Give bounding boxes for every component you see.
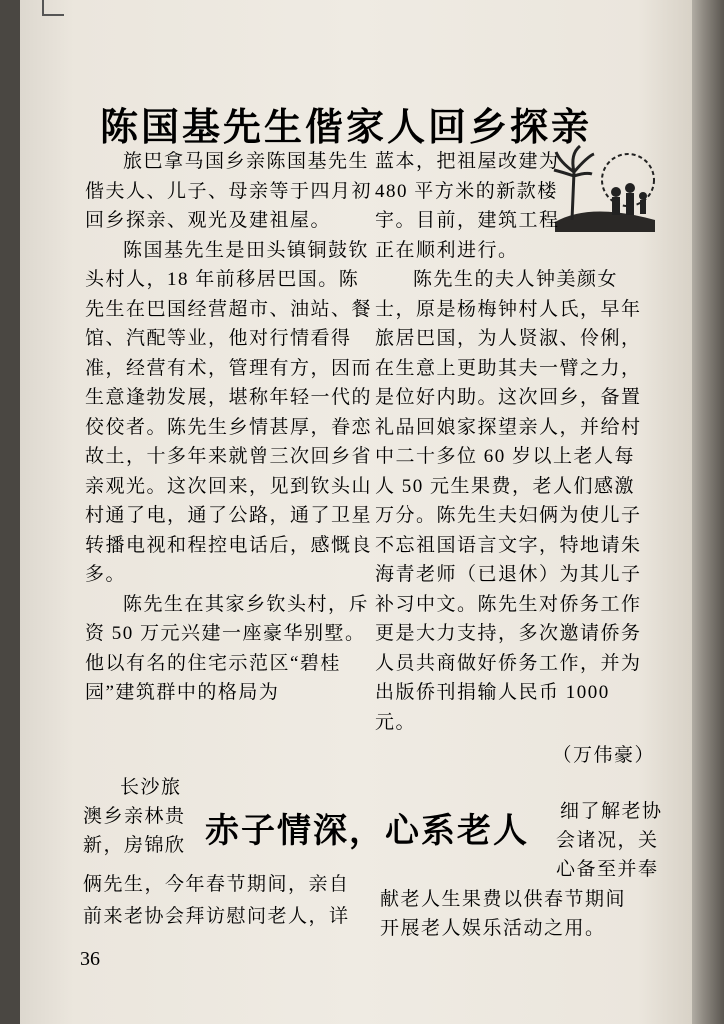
article-title-1: 陈国基先生偕家人回乡探亲 (100, 105, 593, 149)
article2-right-line-2: 会诸况，关 (556, 830, 659, 851)
article2-line-3: 新，房锦欣 (83, 835, 186, 856)
article2-right-line-5: 开展老人娱乐活动之用。 (380, 918, 606, 939)
article2-right-line-1: 细了解老协 (560, 801, 663, 822)
article1-paragraph-1: 旅巴拿马国乡亲陈国基先生偕夫人、儿子、母亲等于四月初回乡探亲、观光及建祖屋。 (85, 151, 373, 231)
article1-paragraph-2: 陈国基先生是田头镇铜鼓钦头村人，18 年前移居巴国。陈先生在巴国经营超市、油站、餐馆、汽配等业，他对行情看得准，经营有术，管理有方，因而生意逢勃发展，堪称年轻一代的佼佼者。陈先生乡情甚厚，眷恋故土，十多年来就曾三次回乡省亲观光。这次回来，见到钦头山村通了电，通了公路，通了卫星转播电视和程控电话后，感慨良多。 (85, 239, 373, 585)
article1-right-column (375, 147, 655, 771)
corner-mark (42, 0, 64, 16)
article1-paragraph-5: 陈先生的夫人钟美颜女士，原是杨梅钟村人氏，早年旅居巴国，为人贤淑、伶俐，在生意上更助其夫一臂之力，是位好内助。这次回乡，备置礼品回娘家探望亲人，并给村中二十多位 60 岁以上老人每人 50 元生果费，老人们感激万分。陈先生夫妇俩为使儿子不忘祖国语言文字，特地请朱海青老师（已退休）为其儿子补习中文。陈先生对侨务工作更是大力支持，多次邀请侨务人员共商做好侨务工作，并为出版侨刊捐输人民币 1000 元。 (375, 269, 642, 733)
article2-line-4: 俩先生，今年春节期间，亲自 (83, 874, 350, 895)
article1-author: （万伟豪） (552, 745, 655, 766)
article2-line-5: 前来老协会拜访慰问老人，详 (83, 906, 350, 927)
page-number: 36 (80, 948, 100, 970)
book-edge (690, 0, 724, 1024)
article2-right-line-4: 献老人生果费以供春节期间 (380, 889, 627, 910)
article1-paragraph-4: 蓝本，把祖屋改建为 480 平方米的新款楼宇。目前，建筑工程正在顺利进行。 (375, 151, 560, 261)
article2-line-2: 澳乡亲林贵 (83, 806, 186, 827)
article1-paragraph-3: 陈先生在其家乡钦头村，斥资 50 万元兴建一座豪华别墅。他以有名的住宅示范区“碧桂园”建筑群中的格局为 (85, 593, 370, 703)
article2-line-1: 长沙旅 (120, 777, 182, 798)
article1-left-column (85, 147, 375, 708)
article-title-2: 赤子情深，心系老人 (205, 811, 529, 851)
article2-right-line-3: 心备至并奉 (556, 859, 659, 880)
